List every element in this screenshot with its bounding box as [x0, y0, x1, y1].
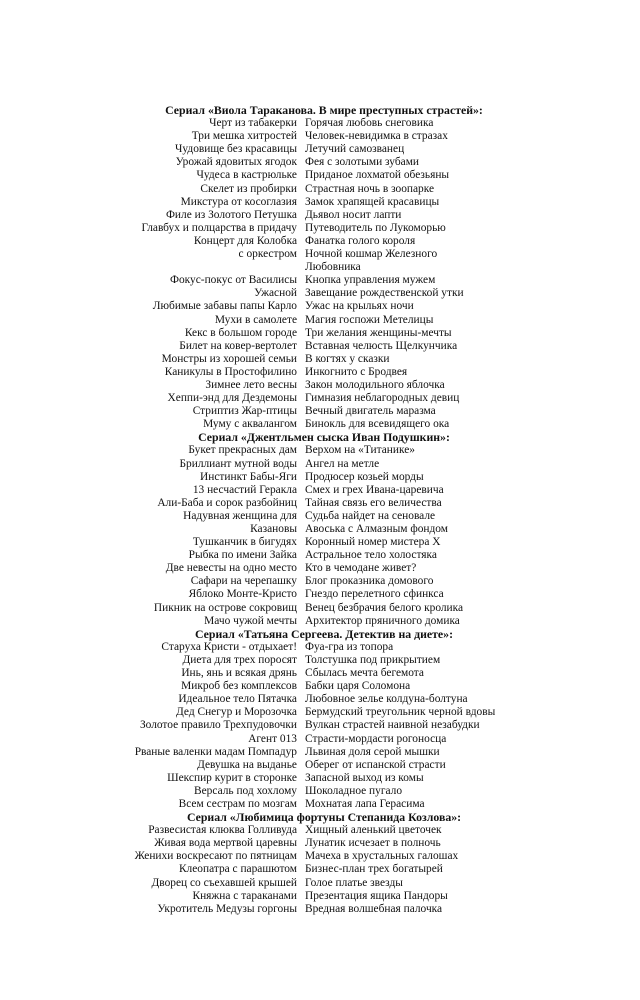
series-heading: Сериал «Татьяна Сергеева. Детектив на диете»: [195, 626, 453, 641]
book-title-left: Зимнее лето весны [205, 378, 297, 391]
book-title-right: Любовное зелье колдуна-болтуна [305, 693, 468, 706]
book-title-right: Кнопка управления мужем [305, 274, 436, 287]
book-title-right: Смех и грех Ивана-царевича [305, 483, 444, 496]
book-title-right: Авоська с Алмазным фондом [305, 523, 448, 535]
title-row [110, 458, 530, 471]
title-row [110, 444, 530, 457]
title-row [110, 497, 530, 510]
book-title-right: Венец безбрачия белого кролика [305, 601, 464, 614]
title-row [110, 680, 530, 693]
book-title-right: Блог проказника домового [305, 575, 434, 588]
book-title-right: Вулкан страстей наивной незабудки [305, 719, 480, 732]
book-title-left [110, 261, 305, 274]
book-title-right: Хищный аленький цветочек [305, 824, 442, 837]
title-row [110, 719, 530, 732]
series-heading: Сериал «Джентльмен сыска Иван Подушкин»: [198, 430, 450, 445]
book-title-right: Архитектор пряничного домика [305, 614, 460, 627]
book-title-left: Старуха Кристи - отдыхает! [161, 640, 297, 653]
book-title-right: Приданое лохматой обезьяны [305, 169, 450, 182]
book-title-left: Княжна с тараканами [192, 889, 297, 902]
title-row [110, 863, 530, 876]
book-title-left: 13 несчастий Геракла [192, 483, 297, 496]
title-row [110, 890, 530, 903]
book-title-right: Фанатка голого короля [305, 234, 416, 247]
title-row [110, 274, 530, 287]
title-row [110, 903, 530, 916]
book-title-left: Надувная женщина для [183, 509, 297, 522]
book-title-right: Завещание рождественской утки [305, 287, 464, 300]
title-row [110, 746, 530, 759]
book-title-left: Муму с аквалангом [203, 418, 297, 431]
book-title-right: Фуа-гра из топора [305, 640, 394, 653]
book-title-right: Закон молодильного яблочка [305, 378, 445, 391]
title-row [110, 602, 530, 615]
book-title-left: Рваные валенки мадам Помпадур [134, 745, 297, 758]
book-title-right: Астральное тело холостяка [305, 549, 437, 562]
title-row [110, 588, 530, 601]
book-title-right: Вставная челюсть Щелкунчика [305, 339, 458, 352]
book-title-right: Бинокль для всевидящего ока [305, 418, 450, 431]
title-row [110, 837, 530, 850]
title-row [110, 667, 530, 680]
book-title-left: Идеальное тело Пятачка [178, 693, 297, 706]
book-title-right: Львиная доля серой мышки [305, 745, 440, 758]
book-title-right: Судьба найдет на сеновале [305, 509, 436, 522]
book-title-right: Летучий самозванец [305, 143, 405, 156]
title-row [110, 209, 530, 222]
book-title-right: Оберег от испанской страсти [305, 758, 446, 771]
book-title-left: Букет прекрасных дам [188, 444, 297, 457]
book-title-right: Фея с золотыми зубами [305, 156, 419, 169]
title-row [110, 575, 530, 588]
book-title-left: Главбух и полцарства в придачу [141, 221, 297, 234]
book-title-left: Клеопатра с парашютом [178, 863, 297, 876]
book-title-left: Яблоко Монте-Кристо [188, 588, 297, 601]
book-title-left: Шекспир курит в сторонке [167, 771, 297, 784]
title-row [110, 562, 530, 575]
book-title-right: Ночной кошмар Железного [305, 248, 438, 261]
book-title-right: Мачеха в хрустальных галошах [305, 850, 459, 863]
title-row [110, 523, 530, 536]
book-title-left: Мачо чужой мечты [204, 614, 297, 627]
title-row [110, 222, 530, 235]
book-title-left: Али-Баба и сорок разбойниц [157, 496, 297, 509]
title-row [110, 261, 530, 274]
title-row [110, 471, 530, 484]
book-title-left: Микстура от косоглазия [180, 195, 297, 208]
book-title-left: Золотое правило Трехпудовочки [139, 719, 297, 732]
title-row [110, 327, 530, 340]
book-title-left: Бриллиант мутной воды [179, 457, 297, 470]
book-title-left: Стриптиз Жар-птицы [192, 405, 297, 418]
book-title-left: Казановы [250, 523, 297, 535]
book-title-right: Кто в чемодане живет? [305, 562, 417, 575]
book-title-right: Человек-невидимка в стразах [305, 130, 448, 143]
title-row [110, 379, 530, 392]
book-title-right: Бабки царя Соломона [305, 680, 411, 693]
book-title-left: Мухи в самолете [214, 313, 297, 326]
book-title-left: Фокус-покус от Василисы [169, 274, 297, 287]
book-title-left: Женихи воскресают по пятницам [134, 850, 297, 863]
book-title-left: Инстинкт Бабы-Яги [200, 470, 297, 483]
book-title-left: Дворец со съехавшей крышей [151, 876, 297, 889]
book-title-left: Чудеса в кастрюльке [196, 169, 297, 182]
book-title-left: Дед Снегур и Морозочка [176, 706, 297, 719]
title-row [110, 248, 530, 261]
book-title-right: Инкогнито с Бродвея [305, 365, 408, 378]
book-title-right: Шоколадное пугало [305, 784, 403, 797]
book-title-left: Пикник на острове сокровищ [153, 601, 297, 614]
book-title-left: Билет на ковер-вертолет [179, 339, 297, 352]
title-row [110, 549, 530, 562]
title-row [110, 615, 530, 628]
book-title-right: Бермудский треугольник черной вдовы [305, 706, 496, 719]
book-title-right: Голое платье звезды [305, 876, 403, 889]
title-row [110, 169, 530, 182]
title-row [110, 183, 530, 196]
title-row [110, 641, 530, 654]
title-row [110, 733, 530, 746]
book-title-right: Вредная волшебная палочка [305, 902, 443, 915]
title-row [110, 392, 530, 405]
title-row [110, 235, 530, 248]
title-row [110, 785, 530, 798]
series-heading: Сериал «Любимица фортуны Степанида Козлова»: [186, 810, 462, 825]
book-title-left: Две невесты на одно место [165, 562, 297, 575]
book-title-left: Всем сестрам по мозгам [178, 797, 297, 810]
book-title-right: Любовника [305, 261, 361, 274]
title-row [110, 314, 530, 327]
book-title-left: Диета для трех поросят [182, 653, 297, 666]
title-row [110, 353, 530, 366]
book-title-left: Развесистая клюква Голливуда [148, 824, 297, 837]
book-title-left: Тушканчик в бигудях [192, 536, 297, 549]
book-title-left: Чудовище без красавицы [175, 143, 297, 156]
title-row [110, 196, 530, 209]
book-title-left: Урожай ядовитых ягодок [175, 156, 297, 169]
book-title-right: Коронный номер мистера X [305, 536, 441, 549]
book-title-left: Живая вода мертвой царевны [154, 837, 297, 850]
book-title-right: Вечный двигатель маразма [305, 405, 436, 418]
book-title-left: Девушка на выданье [197, 758, 297, 771]
book-title-right: Ужас на крыльях ночи [305, 300, 414, 313]
book-title-left: Микроб без комплексов [181, 680, 297, 693]
book-title-right: Магия госпожи Метелицы [305, 313, 434, 326]
book-title-right: Презентация ящика Пандоры [305, 889, 448, 902]
book-title-left: Черт из табакерки [209, 117, 297, 130]
book-title-left: Хеппи-энд для Дездемоны [167, 392, 297, 405]
book-title-left: Любимые забавы папы Карло [152, 300, 297, 313]
title-row [110, 340, 530, 353]
title-row [110, 287, 530, 300]
book-title-right: В когтях у сказки [305, 352, 390, 365]
book-title-right: Лунатик исчезает в полночь [305, 837, 441, 850]
book-title-left: Версаль под хохлому [194, 784, 297, 797]
book-title-right: Страстная ночь в зоопарке [305, 182, 435, 195]
book-title-right: Гимназия неблагородных девиц [305, 392, 460, 405]
book-title-right: Гнездо перелетного сфинкса [305, 588, 444, 601]
title-row [110, 824, 530, 837]
book-title-left: Укротитель Медузы горгоны [157, 902, 297, 915]
book-title-left: Сафари на черепашку [190, 575, 297, 588]
title-row [110, 366, 530, 379]
title-row [110, 510, 530, 523]
title-row [110, 706, 530, 719]
title-row [110, 300, 530, 313]
title-row [110, 405, 530, 418]
title-row [110, 130, 530, 143]
title-row [110, 654, 530, 667]
book-title-right: Три желания женщины-мечты [305, 326, 452, 339]
title-row [110, 536, 530, 549]
book-title-left: Агент 013 [248, 732, 297, 745]
book-title-right: Дьявол носит лапти [305, 208, 402, 221]
book-title-right: Путеводитель по Лукоморью [305, 221, 446, 234]
series-heading: Сериал «Виола Тараканова. В мире преступных страстей»: [165, 103, 483, 117]
book-title-right: Бизнес-план трех богатырей [305, 863, 443, 876]
book-title-left: Кекс в большом городе [184, 326, 297, 339]
title-row [110, 877, 530, 890]
book-title-left: Три мешка хитростей [191, 130, 297, 143]
book-title-left: Скелет из пробирки [200, 182, 297, 195]
book-title-right: Верхом на «Титанике» [305, 444, 415, 457]
book-title-right: Замок храпящей красавицы [305, 195, 440, 208]
book-title-right: Сбылась мечта бегемота [305, 667, 424, 680]
book-title-right: Ангел на метле [305, 457, 380, 470]
book-title-left: Рыбка по имени Зайка [188, 549, 297, 562]
book-title-left: Концерт для Колобка [193, 234, 297, 247]
book-title-left: Монстры из хорошей семьи [161, 352, 297, 365]
book-title-right: Страсти-мордасти рогоносца [305, 732, 447, 745]
book-title-right: Тайная связь его величества [305, 496, 442, 509]
title-row [110, 693, 530, 706]
book-title-right: Толстушка под прикрытием [305, 653, 441, 666]
book-title-left: Филе из Золотого Петушка [165, 208, 297, 221]
book-title-right: Мохнатая лапа Герасима [305, 797, 425, 810]
title-row [110, 484, 530, 497]
title-row [110, 759, 530, 772]
series-list [110, 104, 530, 916]
title-row [110, 772, 530, 785]
book-title-right: Запасной выход из комы [305, 771, 424, 784]
title-row [110, 117, 530, 130]
book-title-left: с оркестром [238, 248, 297, 261]
book-title-left: Ужасной [254, 287, 297, 300]
title-row [110, 143, 530, 156]
book-title-left: Каникулы в Простофилино [164, 365, 297, 378]
book-title-right: Продюсер козьей морды [305, 470, 424, 483]
title-row [110, 156, 530, 169]
book-title-left: Инь, янь и всякая дрянь [181, 667, 297, 680]
title-row [110, 850, 530, 863]
book-title-right: Горячая любовь снеговика [305, 117, 434, 130]
